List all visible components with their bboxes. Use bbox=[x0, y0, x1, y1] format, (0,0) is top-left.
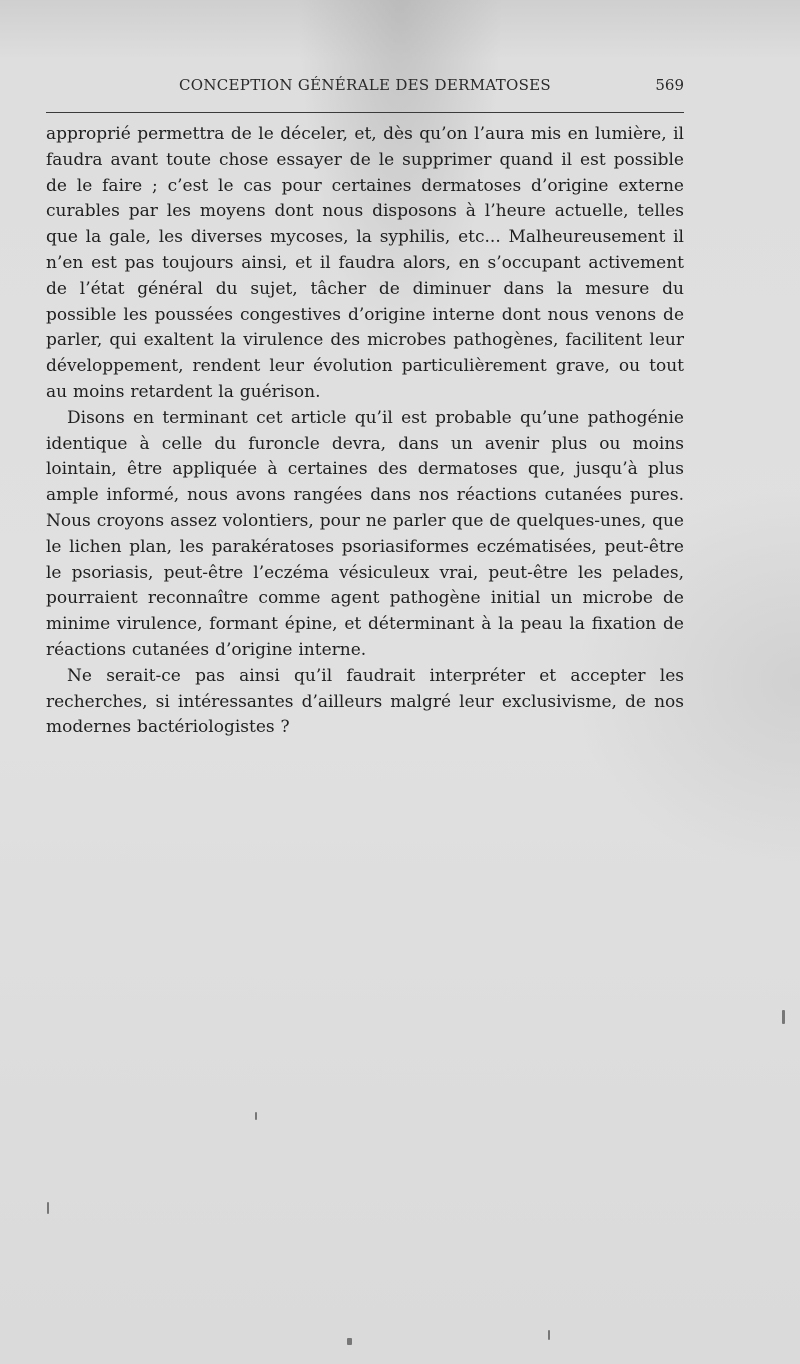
running-head-title: CONCEPTION GÉNÉRALE DES DERMATOSES bbox=[178, 76, 552, 94]
scan-speck bbox=[347, 1338, 352, 1345]
header-rule bbox=[46, 112, 684, 113]
scan-speck bbox=[782, 1010, 785, 1024]
scan-speck bbox=[47, 1202, 49, 1214]
paragraph-conclusion: Ne serait-ce pas ainsi qu’il faudrait interpréter et accepter les recherches, si intéressantes d’ailleurs malgré leur exclusivisme, de nos modernes bactériologistes ? bbox=[46, 665, 684, 738]
body-text bbox=[46, 122, 684, 741]
scan-speck bbox=[548, 1330, 550, 1340]
scan-speck bbox=[255, 1112, 257, 1120]
paragraph-pathogenie: Disons en terminant cet article qu’il est probable qu’une pathogénie identique à celle du furoncle devra, dans un avenir plus ou moins lointain, être appliquée à certaines des dermatoses que, jusqu’à plus ample informé, nous avons rangées dans nos réactions cutanées pures. Nous croyons assez volontiers, pour ne parler que de quelques-unes, que le lichen plan, les parakératoses psoriasiformes eczématisées, peut-être le psoriasis, peut-être l’eczéma vésiculeux vrai, peut-être les pelades, pourraient reconnaître comme agent pathogène initial un microbe de minime virulence, formant épine, et déterminant à la peau la fixation de réactions cutanées d’origine interne. bbox=[46, 407, 684, 660]
running-head bbox=[46, 76, 684, 100]
paragraph-continued: approprié permettra de le déceler, et, dès qu’on l’aura mis en lumière, il faudra avant toute chose essayer de le supprimer quand il est possible de le faire ; c’est le cas pour certaines dermatoses d’origine externe curables par les moyens dont nous disposons à l’heure actuelle, telles que la gale, les diverses mycoses, la syphilis, etc... Malheureusement il n’en est pas toujours ainsi, et il faudra alors, en s’occupant activement de l’état général du sujet, tâcher de diminuer dans la mesure du possible les poussées congestives d’origine interne dont nous venons de parler, qui exaltent la virulence des microbes pathogènes, facilitent leur développement, rendent leur évolution particulièrement grave, ou tout au moins retardent la guérison. bbox=[46, 124, 684, 402]
page-number: 569 bbox=[655, 76, 684, 94]
